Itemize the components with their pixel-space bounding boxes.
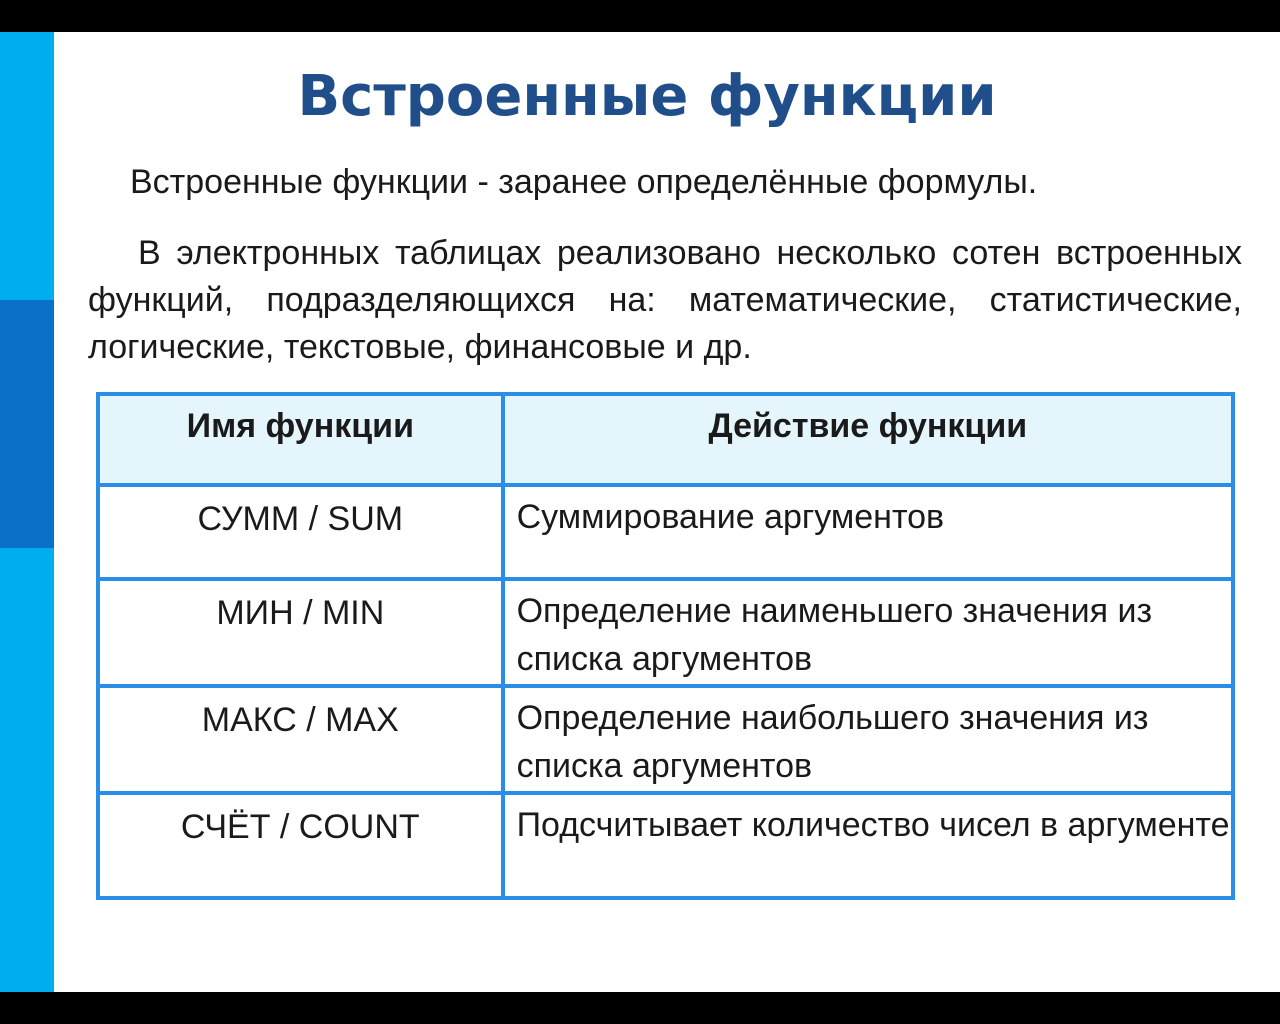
table-row-max xyxy=(98,686,1233,793)
function-action-cell: Определение наибольшего значения из списка аргументов xyxy=(503,686,1233,793)
description-paragraph xyxy=(88,230,1242,371)
function-name-cell: МИН / MIN xyxy=(98,579,503,686)
table-row-count xyxy=(98,793,1233,898)
table-header-row xyxy=(98,394,1233,485)
description-text: В электронных таблицах реализовано несколько сотен встроенных функций, подразделяющихся на: математические, статистические, логические, текстовые, финансовые и др. xyxy=(88,234,1242,366)
side-decoration-bar xyxy=(0,32,54,992)
header-function-name: Имя функции xyxy=(98,394,503,485)
function-action-cell: Суммирование аргументов xyxy=(503,485,1233,579)
function-action-cell: Подсчитывает количество чисел в аргументе xyxy=(503,793,1233,898)
function-action-cell: Определение наименьшего значения из списка аргументов xyxy=(503,579,1233,686)
definition-text: Встроенные функции - заранее определённые формулы. xyxy=(130,163,1038,201)
header-function-action: Действие функции xyxy=(503,394,1233,485)
side-decoration-accent xyxy=(0,300,54,548)
table-row-min xyxy=(98,579,1233,686)
table-row-sum xyxy=(98,485,1233,579)
letterbox-top xyxy=(0,0,1280,32)
functions-table xyxy=(96,392,1235,900)
function-name-cell: МАКС / MAX xyxy=(98,686,503,793)
letterbox-bottom xyxy=(0,992,1280,1024)
slide xyxy=(0,32,1280,992)
function-name-cell: СУММ / SUM xyxy=(98,485,503,579)
function-name-cell: СЧЁТ / COUNT xyxy=(98,793,503,898)
slide-title: Встроенные функции xyxy=(297,64,997,129)
